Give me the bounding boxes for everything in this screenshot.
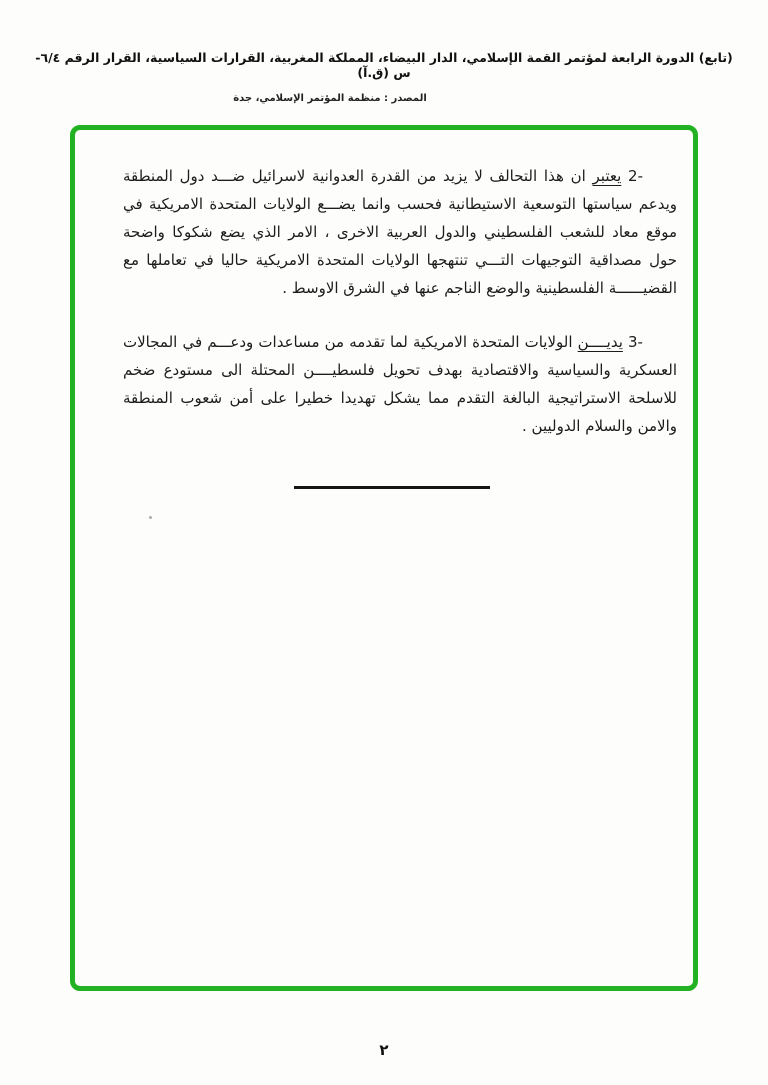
header-title: (تابع) الدورة الرابعة لمؤتمر القمة الإسلامي، الدار البيضاء، المملكة المغربية، القرارات السياسية، القرار الرقم ٦/٤-س (ق.آ): [35, 50, 733, 80]
scan-artifact-dot: [149, 516, 152, 519]
page-number: ٢: [379, 1041, 389, 1059]
paragraph-2: [123, 162, 677, 302]
document-body: [75, 130, 693, 489]
paragraph-3: [123, 328, 677, 440]
paragraph-2-text: ان هذا التحالف لا يزيد من القدرة العدوانية لاسرائيل ضـــد دول المنطقة ويدعم سياستها التوسعية الاستيطانية فحسب وانما يضـــع الولايات المتحدة الامريكية في موقع معاد للشعب الفلسطيني والدول العربية الاخرى ، الامر الذي يضع شكوكا واضحة حول مصداقية التوجيهات التـــي تنتهجها الولايات المتحدة الامريكية حاليا في تعاملها مع القضيــــــة الفلسطينية والوضع الناجم عنها في الشرق الاوسط .: [123, 167, 677, 298]
paragraph-2-number: 2-: [628, 167, 643, 185]
paragraph-2-lead-word: يعتبر: [592, 167, 622, 185]
paragraph-3-lead-word: يديــــن: [577, 333, 623, 352]
paragraph-3-text: الولايات المتحدة الامريكية لما تقدمه من مساعدات ودعـــم في المجالات العسكرية والسياسية والاقتصادية بهدف تحويل فلسطيــــن المحتلة الى مستودع ضخم للاسلحة الاستراتيجية البالغة التقدم مما يشكل تهديدا خطيرا على أمن شعوب المنطقة والامن والسلام الدوليين .: [123, 333, 677, 436]
paragraph-3-number: 3-: [628, 333, 643, 352]
header-source: المصدر : منظمة المؤتمر الإسلامي، جدة: [233, 93, 427, 104]
section-divider: [294, 486, 490, 489]
document-header: [0, 50, 768, 104]
content-border-box: [70, 125, 698, 991]
